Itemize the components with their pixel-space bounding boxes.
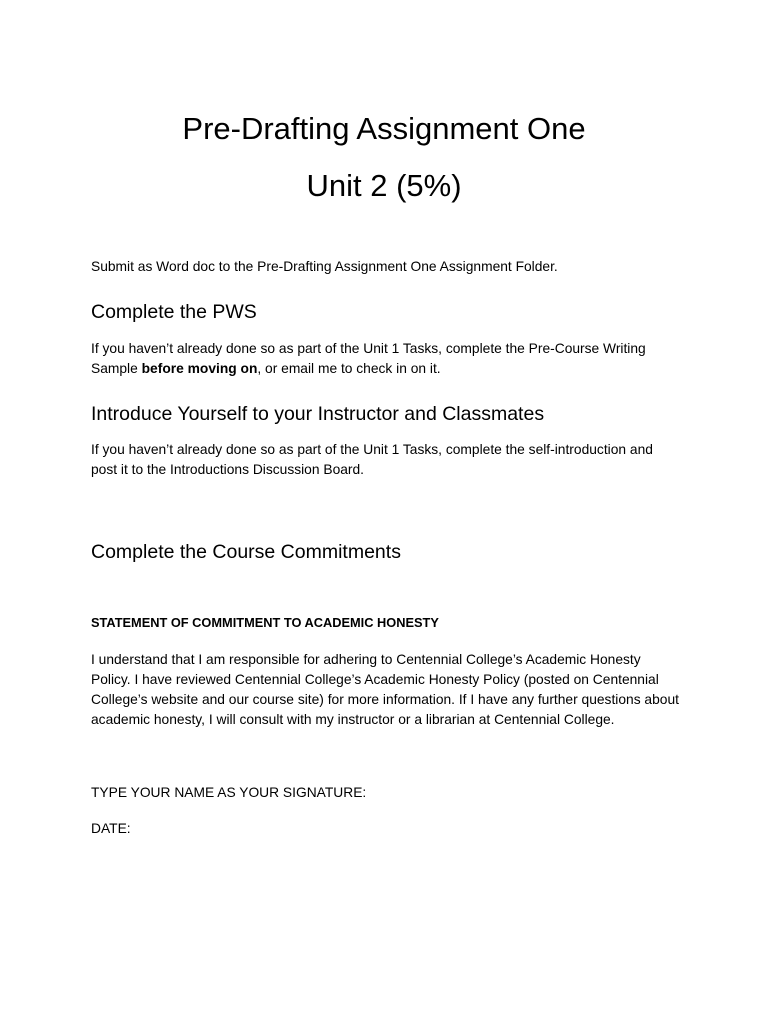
signature-label: TYPE YOUR NAME AS YOUR SIGNATURE:	[91, 785, 367, 800]
date-label: DATE:	[91, 821, 131, 836]
section-body-pws	[91, 339, 681, 379]
honesty-statement-heading: STATEMENT OF COMMITMENT TO ACADEMIC HONESTY	[91, 615, 439, 630]
honesty-statement-body: I understand that I am responsible for adhering to Centennial College’s Academic Honesty Policy. I have reviewed Centennial College’s Academic Honesty Policy (posted on Centennial College’s website and our course site) for more information. If I have any further questions about academic honesty, I will consult with my instructor or a librarian at Centennial College.	[91, 652, 679, 727]
pws-body-text-end: , or email me to check in on it.	[257, 361, 441, 376]
section-body-introduce: If you haven’t already done so as part of the Unit 1 Tasks, complete the self-introduction and post it to the Introductions Discussion Board.	[91, 442, 653, 477]
section-heading-pws: Complete the PWS	[91, 301, 257, 323]
section-heading-introduce: Introduce Yourself to your Instructor and Classmates	[91, 403, 545, 425]
document-subtitle: Unit 2 (5%)	[306, 168, 462, 203]
pws-body-emphasis: before moving on	[141, 361, 258, 376]
section-heading-commitments: Complete the Course Commitments	[91, 541, 401, 563]
document-title: Pre-Drafting Assignment One	[182, 111, 586, 146]
pws-body-text-start: If you haven’t already done so as part of the Unit 1 Tasks, complete the Pre-Course Writing Sample	[91, 341, 646, 376]
submission-instructions: Submit as Word doc to the Pre-Drafting Assignment One Assignment Folder.	[91, 259, 558, 274]
